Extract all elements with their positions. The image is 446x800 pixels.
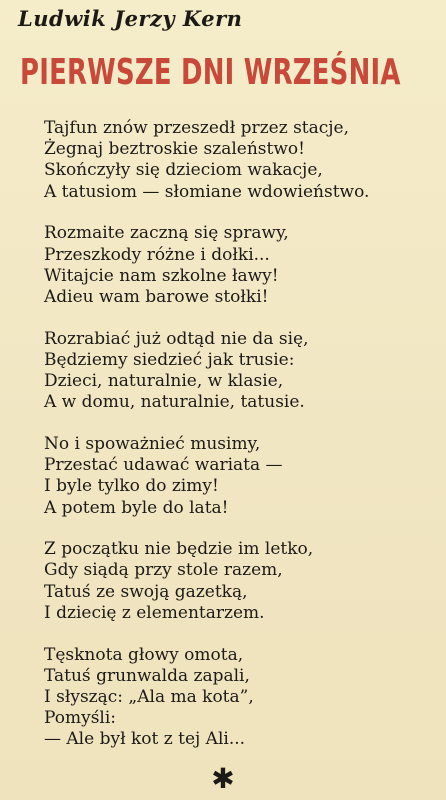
- poem-line: A potem byle do lata!: [44, 497, 229, 518]
- poem-title: PIERWSZE DNI WRZEŚNIA: [20, 52, 401, 93]
- stanza-6: [44, 645, 434, 751]
- poem-line: Adieu wam barowe stołki!: [44, 286, 269, 307]
- poem-line: Będziemy siedzieć jak trusie:: [44, 349, 295, 370]
- stanza-4: [44, 434, 434, 519]
- poem-line: Tatuś ze swoją gazetką,: [44, 581, 248, 602]
- poem-line: I byle tylko do zimy!: [44, 476, 219, 497]
- poem-line: I słysząc: „Ala ma kota”,: [44, 686, 254, 707]
- stanza-3: [44, 329, 434, 414]
- asterisk-ornament-icon: ✱: [211, 762, 235, 795]
- poem-line: Tęsknota głowy omota,: [44, 644, 244, 665]
- poem-line: Przeszkody różne i dołki...: [44, 244, 270, 265]
- poem-line: Przestać udawać wariata —: [44, 455, 283, 476]
- poem-line: Z początku nie będzie im letko,: [44, 539, 314, 560]
- author-name: Ludwik Jerzy Kern: [18, 6, 243, 31]
- poem-line: Witajcie nam szkolne ławy!: [44, 265, 279, 286]
- stanza-2: [44, 223, 434, 308]
- poem-line: Rozmaite zaczną się sprawy,: [44, 223, 289, 244]
- poem-line: Tatuś grunwalda zapali,: [44, 665, 250, 686]
- poem-line: A w domu, naturalnie, tatusie.: [44, 392, 305, 413]
- poem-line: Dzieci, naturalnie, w klasie,: [44, 371, 284, 392]
- poem-line: Pomyśli:: [44, 708, 117, 729]
- poem-line: — Ale był kot z tej Ali...: [44, 729, 246, 750]
- poem-line: No i spoważnieć musimy,: [44, 433, 261, 454]
- stanza-1: [44, 118, 434, 203]
- poem-line: Gdy siądą przy stole razem,: [44, 560, 283, 581]
- poem-body: [44, 118, 434, 771]
- poem-line: Skończyły się dzieciom wakacje,: [44, 160, 323, 181]
- poem-line: Tajfun znów przeszedł przez stacje,: [44, 118, 350, 138]
- poem-line: I dziecię z elementarzem.: [44, 602, 265, 623]
- poem-line: Rozrabiać już odtąd nie da się,: [44, 328, 309, 349]
- poem-line: A tatusiom — słomiane wdowieństwo.: [44, 181, 370, 202]
- poem-line: Żegnaj beztroskie szaleństwo!: [44, 139, 305, 160]
- stanza-5: [44, 539, 434, 624]
